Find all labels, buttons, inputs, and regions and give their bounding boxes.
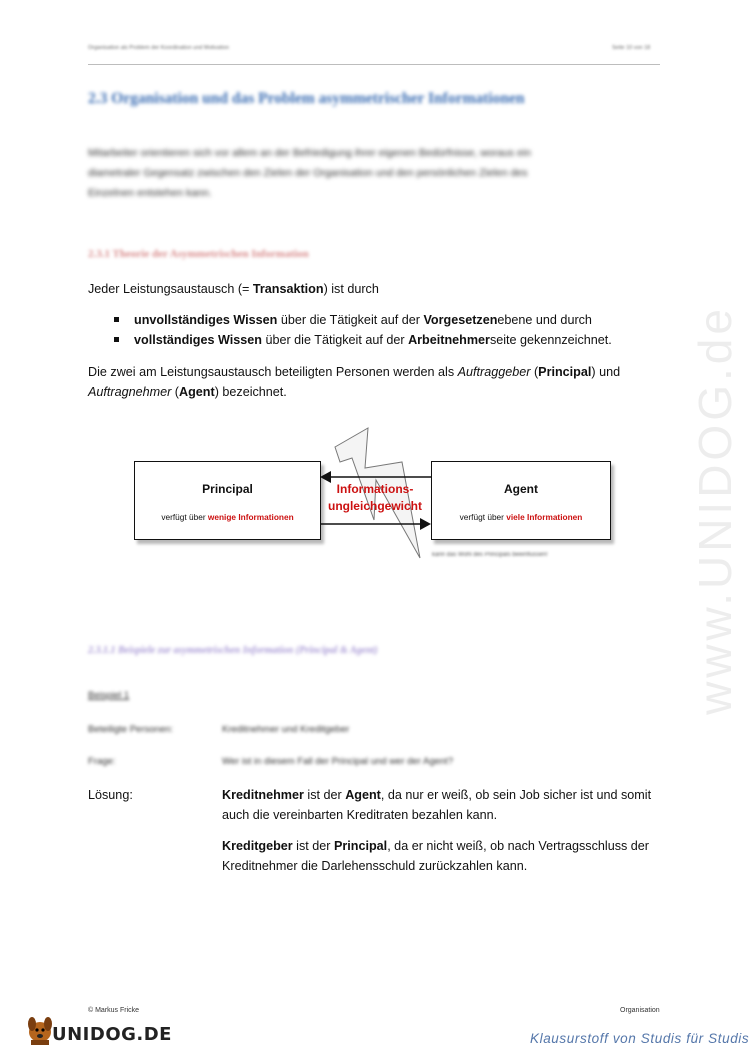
solution-2-line-2: Kreditnehmer die Darlehensschuld zurückzahlen kann. xyxy=(222,859,528,873)
text-span: Die zwei am Leistungsaustausch beteiligten Personen werden als xyxy=(88,365,458,379)
text-span: , da er nicht weiß, ob nach Vertragsschluss der xyxy=(387,839,649,853)
example-title: Beispiel 1 xyxy=(88,690,130,701)
running-header-left: Organisation als Problem der Koordination und Motivation xyxy=(88,45,229,51)
row-value-persons: Kreditnehmer und Kreditgeber xyxy=(222,724,350,735)
intro-line-3: Einzelnen entstehen kann. xyxy=(88,187,212,199)
text-span: ebene und durch xyxy=(497,313,592,327)
text-span: verfügt über xyxy=(459,512,507,522)
bold-term-transaktion: Transaktion xyxy=(252,282,324,296)
bold-term: unvollständiges Wissen xyxy=(134,313,278,327)
bold-term: Agent xyxy=(179,385,215,399)
row-label-question: Frage: xyxy=(88,756,116,767)
row-label-persons: Beteiligte Personen: xyxy=(88,724,174,735)
examples-heading: 2.3.1.1 Beispiele zur asymmetrischen Information (Principal & Agent) xyxy=(88,645,378,656)
text-span: ist der xyxy=(303,788,346,802)
text-span: , da nur er weiß, ob sein Job sicher ist und somit xyxy=(380,788,652,802)
bold-term: Principal xyxy=(333,839,388,853)
bold-term: Kreditgeber xyxy=(222,839,293,853)
italic-term: Auftraggeber xyxy=(457,365,531,379)
text-span: ) bezeichnet. xyxy=(214,385,287,399)
agent-title: Agent xyxy=(504,482,538,496)
intro-line-1: Mitarbeiter orientieren sich vor allem an der Befriedigung ihrer eigenen Bedürfnisse, woraus ein xyxy=(88,147,531,159)
label-line-1: Informations- xyxy=(336,482,414,496)
text-span: ist der xyxy=(292,839,334,853)
text-span: über die Tätigkeit auf der xyxy=(261,333,409,347)
solution-1-line-1 xyxy=(222,785,651,805)
italic-term: Auftragnehmer xyxy=(88,385,172,399)
label-line-2: ungleichgewicht xyxy=(327,499,422,513)
arrow-head-right-icon xyxy=(420,518,431,530)
bold-term: Kreditnehmer xyxy=(222,788,304,802)
information-asymmetry-label xyxy=(318,481,432,515)
bold-term: Arbeitnehmer xyxy=(408,333,490,347)
principal-title: Principal xyxy=(202,482,253,496)
text-span: Jeder Leistungsaustausch (= xyxy=(88,282,253,296)
bold-term: Principal xyxy=(538,365,592,379)
text-span: über die Tätigkeit auf der xyxy=(277,313,424,327)
text-span: ) ist durch xyxy=(323,282,379,296)
text-span: verfügt über xyxy=(161,512,208,522)
text-span: seite gekennzeichnet. xyxy=(489,333,612,347)
intro-line-2: diametraler Gegensatz zwischen den Zielen der Organisation und den persönlichen Zielen des xyxy=(88,167,528,179)
solution-2-line-1 xyxy=(222,836,649,856)
solution-label: Lösung: xyxy=(88,788,133,802)
text-span: ) und xyxy=(591,365,621,379)
bold-term: Agent xyxy=(345,788,381,802)
watermark-text: www.UNIDOG.de xyxy=(689,305,741,715)
diagram-caption: kann das Wohl des Principals beeinflussen! xyxy=(432,552,548,558)
highlight-text: wenige Informationen xyxy=(207,512,294,522)
running-header-page-number: Seite 10 von 18 xyxy=(612,45,651,51)
bold-term: Vorgesetzen xyxy=(423,313,498,327)
highlight-text: viele Informationen xyxy=(506,512,583,522)
solution-1-line-2: auch die vereinbarten Kreditraten bezahlen kann. xyxy=(222,808,498,822)
footer-subject: Organisation xyxy=(620,1007,660,1014)
row-value-question: Wer ist in diesem Fall der Principal und wer der Agent? xyxy=(222,756,454,767)
bold-term: vollständiges Wissen xyxy=(134,333,262,347)
unidog-logo-text: UNIDOG.DE xyxy=(52,1024,172,1045)
text-span: ( xyxy=(171,385,180,399)
subsection-heading: 2.3.1 Theorie der Asymmetrischen Information xyxy=(88,248,309,260)
text-span: ( xyxy=(530,365,539,379)
footer-slogan: Klausurstoff von Studis für Studis xyxy=(530,1031,750,1046)
footer-copyright: © Markus Fricke xyxy=(88,1007,140,1014)
section-heading: 2.3 Organisation und das Problem asymmetrischer Informationen xyxy=(88,90,525,107)
